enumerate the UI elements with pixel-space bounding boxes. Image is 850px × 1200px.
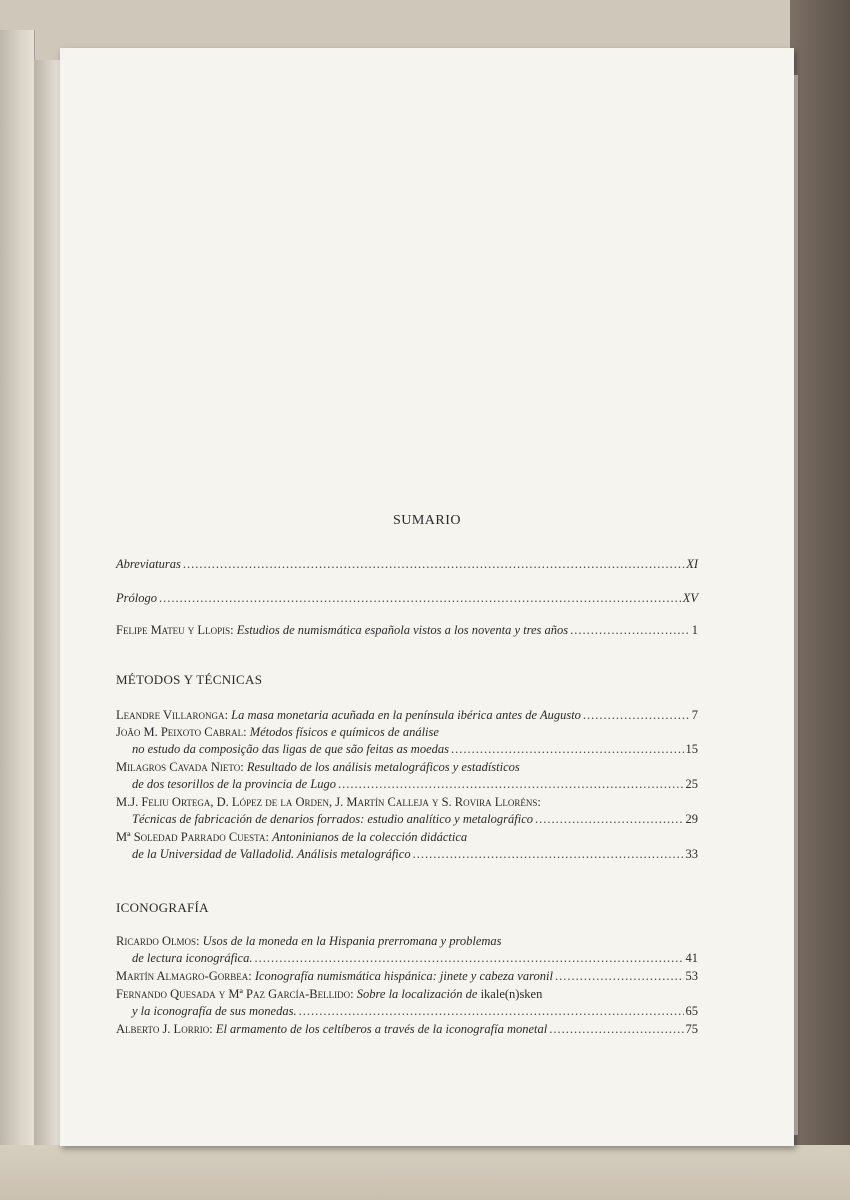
entry-title: Estudios de numismática española vistos a los noventa y tres años [236, 623, 569, 637]
toc-entry: João M. Peixoto Cabral: Métodos físicos e químicos de análise [116, 725, 439, 739]
toc-entry-continuation: Técnicas de fabricación de denarios forrados: estudio analítico y metalográfico ..... 29 [132, 811, 698, 827]
book-gutter [34, 60, 60, 1145]
page-title: SUMARIO [392, 513, 462, 528]
toc-entry: Leandre Villaronga: La masa monetaria acuñada en la península ibérica antes de Augusto ..... 7 [116, 707, 698, 723]
toc-entry-continuation: de la Universidad de Valladolid. Análisis metalográfico ..... 33 [132, 846, 698, 862]
toc-entry: Fernando Quesada y Mª Paz García-Bellido: Sobre la localización de ikale(n)sken [116, 987, 543, 1001]
toc-entry-continuation: de dos tesorillos de la provincia de Lugo ..... 25 [132, 776, 698, 792]
section-heading: ICONOGRAFÍA [116, 900, 209, 915]
entry-author: Felipe Mateu y Llopis [116, 623, 231, 637]
toc-entry-continuation: de lectura iconográfica. ..... 41 [132, 950, 698, 966]
background-right [790, 0, 850, 1200]
background-bottom [0, 1145, 850, 1200]
section-heading: MÉTODOS Y TÉCNICAS [116, 672, 263, 687]
toc-entry-prologo: Prólogo ..... XV [116, 590, 698, 606]
toc-entry: Alberto J. Lorrio: El armamento de los celtíberos a través de la iconografía monetal ..... 75 [116, 1021, 698, 1037]
toc-entry-continuation: no estudo da composição das ligas de que são feitas as moedas ..... 15 [132, 741, 698, 757]
toc-entry-intro: Felipe Mateu y Llopis: Estudios de numismática española vistos a los noventa y tres años ..... 1 [116, 622, 698, 638]
toc-entry-continuation: y la iconografía de sus monedas. ..... 65 [132, 1003, 698, 1019]
toc-entry: Mª Soledad Parrado Cuesta: Antoninianos de la colección didáctica [116, 830, 468, 844]
toc-entry-abreviaturas: Abreviaturas ..... XI [116, 556, 698, 572]
book-page [60, 48, 794, 1146]
toc-entry: Milagros Cavada Nieto: Resultado de los análisis metalográficos y estadísticos [116, 760, 520, 774]
adjacent-page-edge [0, 30, 35, 1150]
toc-entry: M.J. Feliu Ortega, D. López de la Orden, J. Martín Calleja y S. Rovira Lloréns: [116, 795, 541, 809]
toc-entry: Martín Almagro-Gorbea: Iconografía numismática hispánica: jinete y cabeza varonil ..... 53 [116, 968, 698, 984]
toc-entry: Ricardo Olmos: Usos de la moneda en la Hispania prerromana y problemas [116, 934, 502, 948]
